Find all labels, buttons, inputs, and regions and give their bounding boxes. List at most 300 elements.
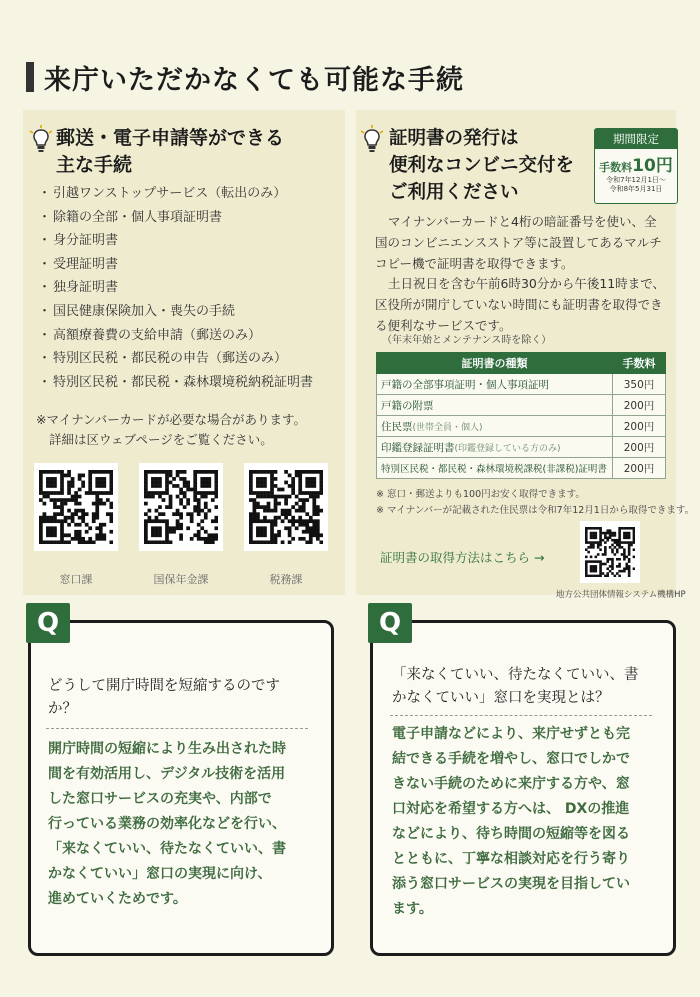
qr-module (169, 481, 173, 485)
qr-module (99, 470, 103, 474)
qr-module (263, 481, 267, 485)
qr-module (590, 560, 593, 563)
qr-module (144, 526, 148, 530)
certificate-fee: 350円 (613, 374, 666, 395)
qr-module (162, 540, 166, 544)
qr-module (609, 532, 612, 535)
qr-module (309, 484, 313, 488)
qr-module (60, 505, 64, 509)
qr-module (274, 505, 278, 509)
qr-module (606, 558, 609, 561)
question-line: かなくていい」窓口を実現とは？ (392, 690, 610, 706)
qr-module (197, 512, 201, 516)
qr-module (316, 491, 320, 495)
answer-text (48, 737, 286, 912)
qr-module (256, 516, 260, 520)
qr-module (628, 534, 631, 537)
list-item: ・ 身分証明書 (38, 229, 313, 253)
paragraph-line: 土日祝日を含む午前6時30分から午後11時まで、 (388, 276, 666, 292)
qr-module (102, 523, 106, 527)
qr-module (253, 509, 257, 513)
service-description (375, 212, 665, 337)
qr-module (176, 523, 180, 527)
qr-module (39, 481, 43, 485)
qr-module (628, 565, 631, 568)
qr-module (200, 537, 204, 541)
qr-module (50, 519, 54, 523)
qr-module (274, 519, 278, 523)
qr-module (623, 532, 626, 535)
qr-module (39, 484, 43, 488)
left-section-title (56, 125, 284, 179)
qr-module (197, 505, 201, 509)
qr-module (256, 519, 260, 523)
qr-module (176, 474, 180, 478)
qr-module (256, 495, 260, 499)
qr-module (39, 523, 43, 527)
qr-module (281, 509, 285, 513)
qr-module (172, 512, 176, 516)
qr-module (618, 570, 621, 573)
qr-module (253, 498, 257, 502)
qr-module (274, 477, 278, 481)
qr-module (312, 481, 316, 485)
qr-module (628, 532, 631, 535)
qr-module (249, 474, 253, 478)
qr-module (78, 488, 82, 492)
certificate-name-text: 印鑑登録証明書 (381, 441, 455, 454)
certificate-subnote: (世帯全員・個人) (412, 422, 483, 433)
qr-module (260, 470, 264, 474)
limited-time-badge (594, 128, 678, 204)
qr-module (78, 477, 82, 481)
qr-module (302, 491, 306, 495)
qr-module (64, 540, 68, 544)
qr-module (92, 512, 96, 516)
qr-module (78, 516, 82, 520)
qr-module (176, 519, 180, 523)
qr-module (319, 533, 323, 537)
qr-module (179, 498, 183, 502)
qr-module (270, 526, 274, 530)
qr-module (50, 516, 54, 520)
qr-module (102, 502, 106, 506)
qr-module (599, 539, 602, 542)
qr-module (312, 495, 316, 499)
qr-module (53, 512, 57, 516)
qr-module (604, 534, 607, 537)
qr-module (179, 526, 183, 530)
qr-module (88, 484, 92, 488)
qr-module (312, 533, 316, 537)
answer-line: 結できる手続を増やし、窓口でしかで (392, 751, 630, 767)
qr-module (169, 474, 173, 478)
qr-module (158, 484, 162, 488)
qr-module (109, 474, 113, 478)
qr-module (155, 519, 159, 523)
qr-module (319, 474, 323, 478)
qr-module (102, 484, 106, 488)
qr-module (256, 533, 260, 537)
badge-date-line: 令和8年5月31日 (609, 185, 663, 193)
qr-module (263, 509, 267, 513)
qr-module (249, 519, 253, 523)
qr-module (53, 470, 57, 474)
qr-module (60, 498, 64, 502)
qr-module (95, 533, 99, 537)
qr-module (144, 470, 148, 474)
qr-module (590, 541, 593, 544)
qr-module (611, 544, 614, 547)
qr-module (281, 540, 285, 544)
qr-module (609, 534, 612, 537)
qr-module (67, 523, 71, 527)
qr-module (628, 546, 631, 549)
qr-module (74, 523, 78, 527)
qr-module (200, 481, 204, 485)
qr-module (144, 540, 148, 544)
qr-module (277, 495, 281, 499)
title-bar (26, 62, 34, 92)
qr-module (298, 484, 302, 488)
qr-module (628, 567, 631, 570)
qr-module (186, 481, 190, 485)
qr-module (78, 540, 82, 544)
qr-module (190, 516, 194, 520)
qr-module (270, 477, 274, 481)
qr-module (616, 544, 619, 547)
qr-module (595, 532, 598, 535)
qr-module (39, 537, 43, 541)
qr-module (614, 539, 617, 542)
qr-module (585, 541, 588, 544)
qr-module (270, 509, 274, 513)
certificate-name-text: 戸籍の附票 (381, 399, 434, 412)
qr-module (599, 563, 602, 566)
qr-module (291, 505, 295, 509)
answer-line: きない手続のために来庁する方や、窓 (392, 776, 630, 792)
qr-module (39, 477, 43, 481)
qr-module (95, 537, 99, 541)
qr-module (618, 563, 621, 566)
qr-module (214, 481, 218, 485)
qr-module (618, 537, 621, 540)
qr-module (281, 488, 285, 492)
qr-module (155, 526, 159, 530)
qr-module (597, 553, 600, 556)
qr-module (288, 484, 292, 488)
qr-module (592, 527, 595, 530)
qr-module (284, 509, 288, 513)
qr-module (172, 526, 176, 530)
qr-module (204, 495, 208, 499)
qr-module (95, 484, 99, 488)
qr-module (197, 523, 201, 527)
qr-module (309, 526, 313, 530)
qr-module (606, 539, 609, 542)
qr-module (298, 474, 302, 478)
how-to-get-certificates-link[interactable]: 証明書の取得方法はこちら → (380, 550, 545, 565)
qr-module (148, 495, 152, 499)
qr-module (190, 512, 194, 516)
mynumber-note (36, 410, 306, 450)
qr-module (151, 481, 155, 485)
qr-module (260, 495, 264, 499)
qr-module (291, 523, 295, 527)
qr-module (39, 470, 43, 474)
qr-module (165, 477, 169, 481)
qr-module (633, 541, 635, 544)
qr-module (284, 498, 288, 502)
qr-module (190, 488, 194, 492)
qr-module (628, 570, 631, 573)
qr-module (592, 537, 595, 540)
qr-module (614, 546, 617, 549)
qr-module (60, 523, 64, 527)
qr-module (158, 519, 162, 523)
footnote: ※ マイナンバーが記載された住民票は令和7年12月1日から取得できます。 (376, 505, 695, 516)
qr-module (144, 484, 148, 488)
paragraph-line: 国のコンビニエンスストア等に設置してあるマルチ (375, 234, 662, 250)
qr-module (186, 484, 190, 488)
qr-module (256, 526, 260, 530)
qr-module (179, 491, 183, 495)
qr-module (312, 523, 316, 527)
qr-module (277, 533, 281, 537)
certificate-name-text: 特別区民税・都民税・森林環境税課税(非課税)証明書 (381, 464, 607, 475)
qr-module (92, 540, 96, 544)
qr-module (592, 534, 595, 537)
qr-module (597, 541, 600, 544)
qr-module (64, 474, 68, 478)
qr-module (81, 537, 85, 541)
qr-module (179, 470, 183, 474)
qr-module (60, 537, 64, 541)
qr-module (67, 481, 71, 485)
qr-module (274, 533, 278, 537)
qr-module (302, 509, 306, 513)
qr-module (46, 533, 50, 537)
qr-module (623, 541, 626, 544)
qr-module (169, 498, 173, 502)
qr-module (165, 488, 169, 492)
qr-module (595, 575, 598, 577)
qr-module (305, 470, 309, 474)
qr-module (625, 534, 628, 537)
qr-module (60, 484, 64, 488)
qr-module (595, 560, 598, 563)
qr-module (183, 470, 187, 474)
paragraph-line: る便利なサービスです。 (375, 317, 512, 333)
qr-module (144, 533, 148, 537)
qr-module (611, 558, 614, 561)
qr-module (39, 533, 43, 537)
certificate-name (377, 395, 613, 416)
qr-module (312, 530, 316, 534)
qr-module (165, 519, 169, 523)
qr-module (302, 537, 306, 541)
qr-module (53, 530, 57, 534)
qr-module (99, 502, 103, 506)
qr-module (60, 488, 64, 492)
qr-module (616, 558, 619, 561)
qr-module (298, 491, 302, 495)
qr-module (186, 488, 190, 492)
qr-module (74, 509, 78, 513)
qr-module (599, 570, 602, 573)
qr-module (274, 516, 278, 520)
qr-module (260, 505, 264, 509)
qr-module (193, 477, 197, 481)
column-header: 手数料 (613, 353, 666, 374)
qr-module (590, 527, 593, 530)
qr-module (155, 481, 159, 485)
qr-module (50, 540, 54, 544)
qr-module (319, 481, 323, 485)
qr-module (625, 527, 628, 530)
qr-module (151, 526, 155, 530)
qr-module (270, 495, 274, 499)
answer-text (392, 722, 630, 922)
qr-module (158, 512, 162, 516)
qr-module (595, 565, 598, 568)
qr-module (309, 530, 313, 534)
qr-module (291, 516, 295, 520)
qr-module (151, 484, 155, 488)
qr-module (193, 495, 197, 499)
qr-module (291, 481, 295, 485)
qr-module (592, 541, 595, 544)
qr-module (291, 537, 295, 541)
qr-code-icon[interactable] (139, 463, 223, 551)
qr-module (186, 512, 190, 516)
qr-module (295, 509, 299, 513)
qr-module (599, 572, 602, 575)
qr-module (319, 477, 323, 481)
qr-module (599, 575, 602, 577)
qr-module (256, 512, 260, 516)
qr-module (46, 481, 50, 485)
qr-module (295, 526, 299, 530)
qr-module (204, 505, 208, 509)
qr-module (151, 491, 155, 495)
qr-module (46, 470, 50, 474)
qr-module (99, 530, 103, 534)
qr-module (599, 529, 602, 532)
qr-code-icon[interactable] (580, 521, 640, 583)
qr-module (312, 477, 316, 481)
qr-module (585, 563, 588, 566)
qr-module (85, 523, 89, 527)
qr-module (53, 526, 57, 530)
qr-module (260, 491, 264, 495)
qr-module (155, 477, 159, 481)
qr-code-icon[interactable] (244, 463, 328, 551)
qr-module (162, 519, 166, 523)
qr-module (57, 505, 61, 509)
qr-module (263, 533, 267, 537)
qr-module (214, 488, 218, 492)
answer-line: 進めていくためです。 (48, 891, 187, 907)
qr-module (611, 539, 614, 542)
qr-module (214, 484, 218, 488)
qr-module (623, 570, 626, 573)
qr-module (67, 516, 71, 520)
qr-module (623, 558, 626, 561)
qr-module (71, 519, 75, 523)
qr-module (158, 505, 162, 509)
answer-line: 「来なくていい、待たなくていい、書 (48, 841, 286, 857)
qr-module (618, 539, 621, 542)
qr-module (92, 491, 96, 495)
qr-module (207, 537, 211, 541)
qr-module (60, 509, 64, 513)
qr-module (618, 529, 621, 532)
qr-module (39, 491, 43, 495)
qr-module (302, 519, 306, 523)
question-text (48, 675, 280, 721)
qr-module (214, 495, 218, 499)
qr-module (298, 470, 302, 474)
qr-module (604, 553, 607, 556)
qr-module (67, 491, 71, 495)
qr-module (67, 470, 71, 474)
qr-code-icon[interactable] (34, 463, 118, 551)
qr-module (214, 516, 218, 520)
qr-module (249, 523, 253, 527)
qr-module (162, 498, 166, 502)
qr-module (630, 541, 633, 544)
qr-module (312, 509, 316, 513)
qr-module (628, 572, 631, 575)
qr-module (249, 484, 253, 488)
certificate-name (377, 416, 613, 437)
jlis-credit: 地方公共団体情報システム機構HP (556, 590, 686, 600)
qr-module (186, 502, 190, 506)
qr-module (165, 470, 169, 474)
qr-module (253, 505, 257, 509)
qr-module (176, 509, 180, 513)
qr-module (78, 523, 82, 527)
qr-module (597, 527, 600, 530)
qr-module (595, 534, 598, 537)
qr-module (611, 560, 614, 563)
qr-module (595, 567, 598, 570)
qr-module (267, 495, 271, 499)
qr-module (256, 530, 260, 534)
qr-module (585, 570, 588, 573)
qr-module (155, 491, 159, 495)
qr-module (186, 498, 190, 502)
qr-module (204, 512, 208, 516)
qr-module (595, 570, 598, 573)
qr-module (46, 484, 50, 488)
qr-module (197, 498, 201, 502)
qr-module (249, 516, 253, 520)
answer-line: 電子申請などにより、来庁せずとも完 (392, 726, 630, 742)
badge-fee (595, 151, 677, 176)
qr-module (595, 537, 598, 540)
qr-module (585, 575, 588, 577)
qr-module (74, 533, 78, 537)
qr-module (88, 470, 92, 474)
qr-module (309, 516, 313, 520)
qr-module (249, 512, 253, 516)
qr-module (106, 512, 110, 516)
qr-module (606, 532, 609, 535)
qr-module (179, 477, 183, 481)
qr-module (99, 477, 103, 481)
